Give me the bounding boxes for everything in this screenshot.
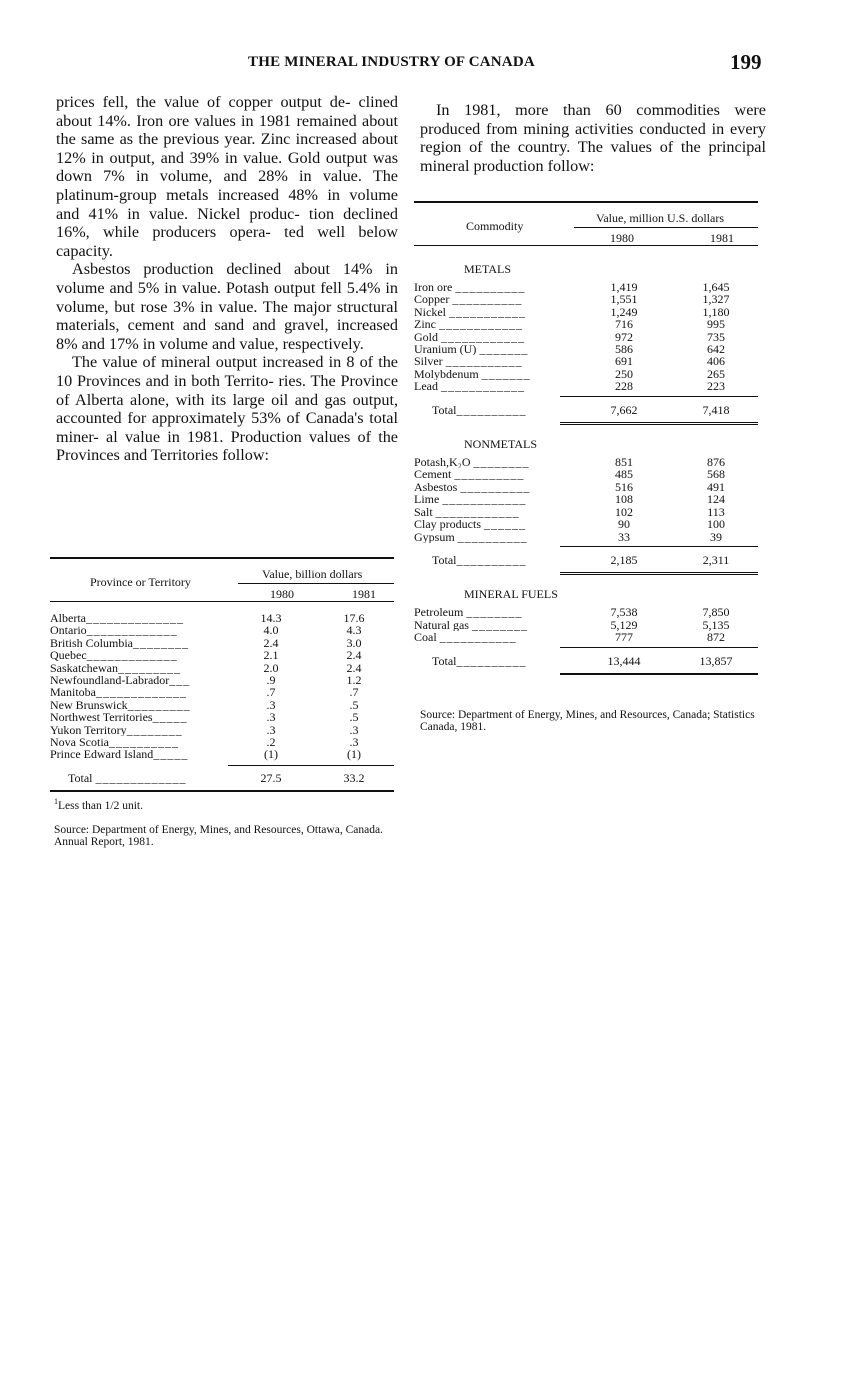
province-rows: [50, 612, 394, 761]
value-1981: 223: [707, 379, 725, 394]
leader-dots: __________: [460, 480, 531, 494]
table-row: [414, 380, 758, 392]
group-header-value: Value, million U.S. dollars: [596, 211, 724, 225]
total-1981: 2,311: [702, 552, 730, 567]
leader-dots: ______: [484, 518, 526, 531]
leader-dots: ________: [466, 606, 523, 619]
footnote: [50, 797, 394, 813]
row-label: Quebec: [50, 649, 87, 662]
leader-dots: ____________: [441, 330, 525, 344]
table-header: [414, 203, 758, 245]
value-1981: 876: [707, 455, 725, 470]
value-1981: 5,135: [702, 617, 730, 632]
row-label: Zinc: [414, 318, 436, 331]
leader-dots: ____________: [442, 493, 527, 506]
section-total: [414, 554, 758, 566]
total-rule: [560, 647, 758, 648]
value-1981: 1,327: [702, 292, 730, 307]
total-row: [414, 655, 758, 667]
value-1980: 777: [615, 630, 633, 645]
value-1981: .5: [349, 697, 359, 712]
value-1980: 972: [615, 329, 633, 344]
table-row: [50, 624, 394, 636]
value-1981: 4.3: [346, 623, 362, 638]
right-column: [420, 101, 766, 175]
table-row: [414, 518, 758, 530]
total-row: [414, 554, 758, 566]
value-1980: 2.4: [263, 635, 279, 650]
row-label: Alberta: [50, 612, 86, 625]
value-1980: 851: [615, 455, 633, 470]
commodity-section: [414, 262, 758, 425]
value-1980: .7: [266, 685, 276, 700]
leader-dots: _______: [481, 367, 531, 381]
leader-dots: __________: [457, 530, 528, 543]
value-1981: 2.4: [346, 648, 362, 663]
value-1980: 485: [615, 467, 633, 482]
left-column: [56, 93, 398, 465]
value-1980: .2: [266, 735, 276, 750]
value-1980: 2.1: [263, 648, 279, 663]
column-header-commodity: Commodity: [466, 219, 524, 233]
leader-dots: _____________: [86, 649, 178, 662]
row-label: Lime: [414, 493, 440, 506]
table-row: [50, 748, 394, 760]
table-row: [50, 674, 394, 686]
value-1981: 735: [707, 329, 725, 344]
value-1981: 1.2: [346, 673, 362, 688]
leader-dots: _______: [479, 343, 529, 356]
table-row: [414, 493, 758, 505]
section-rows: [414, 456, 758, 543]
leader-dots: ___: [169, 674, 191, 687]
value-1981: 113: [707, 504, 725, 519]
value-1981: 39: [710, 529, 722, 544]
footnote-text: Less than 1/2 unit.: [58, 800, 143, 813]
leader-dots: __________: [455, 281, 526, 294]
section-title: METALS: [464, 262, 512, 276]
running-head: [0, 52, 860, 76]
section-end-rule: [560, 673, 758, 675]
value-1981: 124: [707, 492, 725, 507]
value-1980: 33: [618, 529, 630, 544]
table-row: [414, 293, 758, 305]
row-label: Lead: [414, 380, 438, 393]
value-1981: 2.4: [346, 660, 362, 675]
section-end-rule: [560, 572, 758, 575]
value-1981: 642: [707, 342, 725, 357]
leader-dots: __________: [454, 468, 525, 481]
value-1980: 102: [615, 504, 633, 519]
table-row: [414, 631, 758, 643]
leader-dots: ________: [473, 456, 530, 469]
value-1981: 265: [707, 366, 725, 381]
value-1980: 1,249: [610, 304, 638, 319]
leader-dots: ______________: [85, 612, 184, 625]
paragraph-copper: prices fell, the value of copper output de- clined about 14%. Iron ore values in 1981 remained about the same as the previous year. Zinc increased about 12% in output, and 39% in value. Gold output was down 7% in volume, and 28% in value. The platinum-group metals increased 48% in volume and 41% in value. Nickel produc- tion declined 16%, while producers opera- ted well below capacity.: [56, 93, 398, 260]
paragraph-asbestos: Asbestos production declined about 14% in volume and 5% in value. Potash output fell 5.4% in volume, but rose 3% in value. The major structural materials, cement and sand and gravel, increased 8% and 17% in volume and value, respectively.: [56, 260, 398, 353]
group-header-value: Value, billion dollars: [262, 567, 363, 581]
value-1981: 568: [707, 467, 725, 482]
section-title: NONMETALS: [464, 437, 538, 452]
leader-dots: ___________: [449, 305, 526, 319]
value-1981: .3: [349, 722, 359, 737]
value-1980: (1): [264, 747, 278, 762]
table-bottom-rule: [50, 790, 394, 792]
province-total: [50, 772, 394, 784]
value-1981: .3: [349, 735, 359, 750]
value-1980: 5,129: [610, 617, 638, 632]
value-1980: 7,538: [610, 605, 638, 620]
commodity-table: [414, 201, 758, 733]
row-label: Uranium (U): [414, 343, 477, 356]
year-header-1980: 1980: [610, 231, 634, 245]
value-1981: 491: [707, 479, 725, 494]
total-label: Total: [432, 654, 457, 667]
column-header-province: Province or Territory: [90, 575, 191, 589]
table-row: [414, 318, 758, 330]
total-rule: [560, 396, 758, 397]
leader-dots: _____________: [96, 686, 187, 699]
row-label: Gypsum: [414, 530, 455, 543]
table-row: [414, 355, 758, 367]
total-row: [414, 404, 758, 416]
table-row: [50, 724, 394, 736]
value-1981: 1,645: [702, 280, 730, 294]
total-rule: [228, 765, 394, 766]
table-row: [50, 711, 394, 723]
leader-dots: ____________: [435, 505, 520, 519]
section-title: MINERAL FUELS: [464, 587, 558, 602]
section-rows: [414, 606, 758, 643]
leader-dots: ____________: [440, 380, 525, 393]
running-title: THE MINERAL INDUSTRY OF CANADA: [248, 54, 535, 70]
row-label: Potash,K₂O: [414, 456, 471, 469]
leader-dots: _____: [153, 748, 189, 761]
table-row: [414, 468, 758, 480]
section-total: [414, 404, 758, 416]
value-1980: 516: [615, 479, 633, 494]
row-label: Salt: [414, 505, 433, 519]
table-header: [50, 559, 394, 601]
row-label: Clay products: [414, 518, 481, 531]
total-1981: 33.2: [343, 770, 365, 785]
value-1980: 108: [615, 492, 633, 507]
value-1981: (1): [347, 747, 361, 762]
value-1980: 228: [615, 379, 633, 394]
paragraph-provinces: The value of mineral output increased in 8 of the 10 Provinces and in both Territo- ries. The Province of Alberta alone, with its large oil and gas output, accounted for approximately 53% of Canada's total miner- al value in 1981. Production values of the Provinces and Territories follow:: [56, 353, 398, 465]
table-row: [50, 637, 394, 649]
commodity-source: Source: Department of Energy, Mines, and Resources, Canada; Statistics Canada, 1981.: [420, 708, 755, 733]
value-1981: 3.0: [346, 635, 362, 650]
value-1981: .5: [349, 710, 359, 725]
row-label: Iron ore: [414, 281, 453, 294]
total-row: [50, 772, 394, 784]
row-label: Ontario: [50, 624, 87, 637]
value-1980: .3: [266, 697, 276, 712]
row-label: Northwest Territories: [50, 711, 153, 724]
row-label: British Columbia: [50, 636, 134, 650]
total-label: Total: [432, 553, 457, 567]
leader-dots: _____________: [86, 624, 178, 637]
commodity-section: [414, 587, 758, 675]
row-label: Natural gas: [414, 618, 469, 632]
total-label: Total: [432, 403, 457, 417]
value-1981: 17.6: [343, 611, 365, 625]
leader-dots: __________: [456, 553, 527, 567]
section-total: [414, 655, 758, 667]
value-1980: .3: [266, 710, 276, 725]
row-label: Saskatchewan: [50, 661, 118, 675]
value-1981: 100: [707, 517, 725, 532]
table-row: [414, 606, 758, 618]
value-1980: 14.3: [260, 611, 282, 625]
table-row: [50, 662, 394, 674]
table-row: [50, 649, 394, 661]
leader-dots: _____________: [95, 771, 187, 785]
value-1980: 1,551: [610, 292, 638, 307]
leader-dots: ________: [126, 723, 183, 737]
row-label: Nova Scotia: [50, 736, 109, 749]
paragraph-commodities: In 1981, more than 60 commodities were produced from mining activities conducted in every region of the country. The values of the principal mineral production follow:: [420, 101, 766, 175]
page-number: 199: [730, 50, 762, 74]
value-1981: 7,850: [702, 605, 730, 620]
value-1980: 716: [615, 317, 633, 332]
group-rule: [238, 583, 394, 584]
leader-dots: __________: [456, 654, 527, 667]
leader-dots: ________: [471, 618, 528, 632]
row-label: Yukon Territory: [50, 723, 127, 737]
row-label: Molybdenum: [414, 367, 479, 381]
value-1980: 2.0: [263, 660, 279, 675]
total-rule: [560, 546, 758, 547]
total-1980: 27.5: [260, 770, 282, 785]
leader-dots: ____________: [439, 318, 523, 331]
leader-dots: _____: [152, 711, 188, 724]
header-rule: [50, 601, 394, 602]
value-1980: 250: [615, 366, 633, 381]
value-1980: .9: [266, 673, 276, 688]
leader-dots: _________: [117, 661, 181, 675]
value-1980: 691: [615, 354, 633, 369]
table-row: [50, 612, 394, 624]
value-1980: 586: [615, 342, 633, 357]
leader-dots: ___________: [445, 355, 523, 368]
row-label: Petroleum: [414, 606, 464, 619]
leader-dots: ________: [133, 636, 190, 650]
total-1980: 13,444: [607, 653, 641, 668]
value-1981: 406: [707, 354, 725, 369]
total-1980: 7,662: [610, 402, 638, 417]
value-1980: .3: [266, 722, 276, 737]
table-row: [50, 736, 394, 748]
row-label: Cement: [414, 468, 452, 481]
value-1981: .7: [349, 685, 359, 700]
leader-dots: ___________: [439, 631, 517, 644]
row-label: Asbestos: [414, 480, 458, 494]
table-row: [50, 686, 394, 698]
value-1980: 90: [618, 517, 630, 532]
table-row: [414, 531, 758, 543]
row-label: Nickel: [414, 305, 446, 319]
header-rule: [414, 245, 758, 246]
leader-dots: __________: [109, 736, 179, 749]
leader-dots: __________: [456, 403, 527, 417]
value-1981: 1,180: [702, 304, 730, 319]
total-label: Total: [68, 771, 93, 785]
row-label: Silver: [414, 355, 443, 368]
year-header-1980: 1980: [270, 587, 294, 601]
commodity-sections: [414, 262, 758, 675]
row-label: Newfoundland-Labrador: [50, 674, 170, 687]
total-1981: 7,418: [702, 402, 730, 417]
section-end-rule: [560, 422, 758, 425]
row-label: Manitoba: [50, 686, 96, 699]
year-header-1981: 1981: [710, 231, 734, 245]
row-label: Gold: [414, 330, 438, 344]
row-label: New Brunswick: [50, 698, 128, 712]
value-1981: 995: [707, 317, 725, 332]
value-1980: 1,419: [610, 280, 638, 294]
leader-dots: _________: [127, 698, 191, 712]
province-source: Source: Department of Energy, Mines, and Resources, Ottawa, Canada. Annual Report, 1981.: [54, 824, 383, 849]
value-1981: 872: [707, 630, 725, 645]
table-row: [50, 699, 394, 711]
footnote-mark: 1: [54, 797, 58, 807]
row-label: Coal: [414, 631, 437, 644]
total-1981: 13,857: [699, 653, 733, 668]
group-rule: [574, 227, 758, 228]
section-rows: [414, 281, 758, 393]
year-header-1981: 1981: [352, 587, 376, 601]
leader-dots: __________: [452, 293, 523, 306]
province-table: [50, 557, 394, 848]
value-1980: 4.0: [263, 623, 279, 638]
row-label: Prince Edward Island: [50, 748, 154, 761]
commodity-section: [414, 437, 758, 575]
row-label: Copper: [414, 293, 450, 306]
total-1980: 2,185: [610, 552, 638, 567]
